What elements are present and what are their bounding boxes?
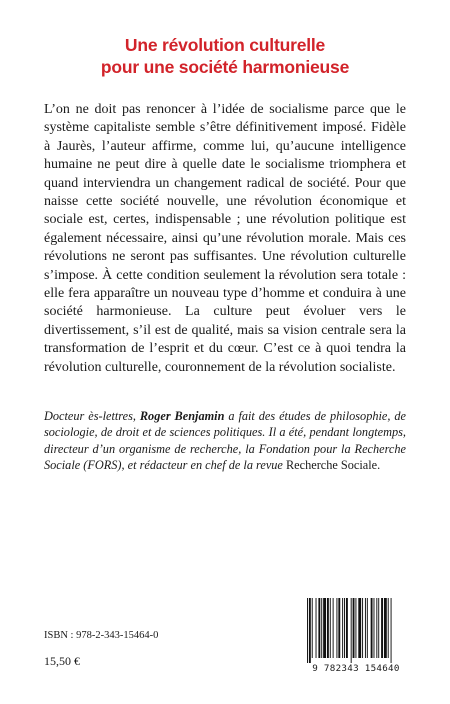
barcode-bar xyxy=(378,598,379,658)
isbn: ISBN : 978-2-343-15464-0 xyxy=(44,630,159,641)
barcode-bar xyxy=(323,598,326,658)
barcode-bar xyxy=(321,598,322,658)
title-line-2: pour une société harmonieuse xyxy=(100,57,350,77)
barcode-bar xyxy=(342,598,343,658)
price: 15,50 € xyxy=(44,654,80,668)
barcode-bar xyxy=(388,598,389,658)
barcode-bar xyxy=(358,598,361,658)
journal-name: Recherche Sociale. xyxy=(285,458,381,473)
title-line-1: Une révolution culturelle xyxy=(124,35,326,55)
author-name: Roger Benjamin xyxy=(139,409,225,423)
barcode-bar xyxy=(309,598,311,664)
barcode-bar xyxy=(316,598,317,658)
author-bio xyxy=(44,408,406,474)
barcode-bar xyxy=(376,598,377,658)
barcode-bar xyxy=(351,598,352,664)
barcode-bar xyxy=(362,598,363,658)
barcode-bar xyxy=(355,598,356,658)
barcode-bar xyxy=(333,598,334,658)
barcode-bar xyxy=(365,598,366,658)
barcode-graphic xyxy=(303,598,409,664)
barcode-bar xyxy=(336,598,337,658)
back-cover-blurb: L’on ne doit pas renoncer à l’idée de socialisme parce que le système capitaliste semble s’être définitivement imposé. Fidèle à Jaurès, l’auteur affirme, comme lui, qu’aucune intelligence humaine ne peut dire à quelle date le socialisme triomphera et quand interviendra un changement radical de société. Pour que naisse cette société nouvelle, une révolution économique et sociale est, certes, indispensable ; une révolution politique est également nécessaire, ainsi qu’une révolution morale. Mais ces révolutions ne seront pas suffisantes. Une révolution culturelle s’impose. À cette condition seulement la révolution sera totale : elle fera apparaître un nouveau type d’homme et conduira à une société harmonieuse. La culture peut évoluer vers le divertissement, s’il est de qualité, mais sa vision centrale sera la transformation de l’esprit et du cœur. C’est ce à quoi tendra la révolution culturelle, couronnement de la révolution socialiste. xyxy=(44,102,406,375)
barcode-bar xyxy=(307,598,308,664)
barcode-bar xyxy=(318,598,320,658)
barcode-bar xyxy=(381,598,383,658)
bio-body: a fait des études de philosophie, de sociologie, de droit et de sciences politiques. Il a été, pendant longtemps, directeur d’un organisme de recherche, la Fondation pour la Recherche Sociale (FORS), et rédacteur en chef de la revue xyxy=(44,409,406,473)
barcode-bar xyxy=(344,598,345,658)
barcode-bar xyxy=(338,598,340,658)
barcode-bar xyxy=(312,598,313,658)
barcode-bar xyxy=(371,598,373,658)
barcode-bar xyxy=(330,598,331,658)
barcode-bar xyxy=(327,598,329,658)
barcode-bar xyxy=(391,598,392,664)
barcode-bar xyxy=(353,598,355,658)
barcode-bar xyxy=(367,598,368,658)
barcode-digits: 9 782343 154640 xyxy=(303,663,409,674)
bio-intro: Docteur ès-lettres, xyxy=(44,409,140,423)
barcode-bar xyxy=(346,598,348,658)
book-title xyxy=(0,34,450,78)
barcode-bar xyxy=(374,598,375,658)
barcode-bar xyxy=(384,598,387,658)
